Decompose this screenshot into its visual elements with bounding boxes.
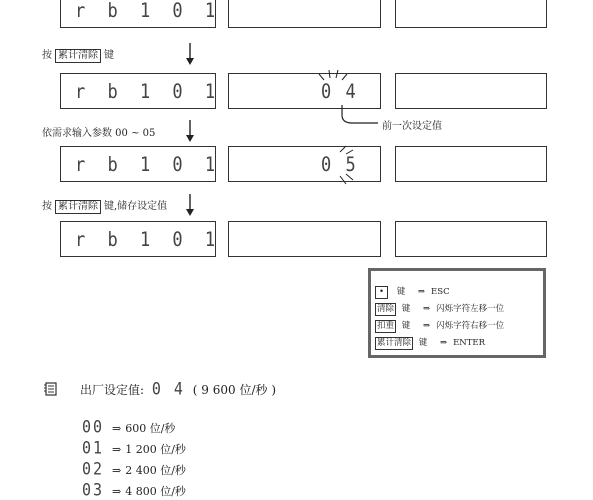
legend-row-esc: • 键 ⇒ ESC [375, 285, 450, 299]
display-box-left [60, 146, 222, 182]
display-box-right [395, 73, 547, 109]
blink-rays-icon [336, 144, 358, 186]
key-legend [368, 268, 546, 358]
display-box-left [60, 221, 222, 257]
dot-key: • [375, 286, 388, 299]
option-item: 01 ⇒ 1 200 位/秒 [82, 438, 186, 458]
option-item: 00 ⇒ 600 位/秒 [82, 417, 176, 437]
display-box-middle [228, 73, 381, 109]
option-item: 03 ⇒ 4 800 位/秒 [82, 480, 186, 500]
display-value: 0 4 [321, 80, 358, 104]
cumulative-clear-key: 累计清除 [377, 338, 412, 348]
display-text: r b 1 0 1 [75, 80, 222, 104]
cumulative-clear-key: 累计清除 [55, 200, 101, 214]
step-1-instruction: 按 累计清除 键 [42, 50, 114, 61]
display-box-left [60, 73, 222, 109]
blink-rays-icon [316, 68, 350, 84]
display-text: r b 1 0 1 [75, 153, 222, 177]
display-text: r b 1 0 1 [75, 0, 222, 23]
option-item: 02 ⇒ 2 400 位/秒 [82, 459, 186, 479]
display-value: 0 5 [321, 153, 358, 177]
legend-row-right: 扣重 键 ⇒ 闪烁字符右移一位 [377, 321, 505, 331]
tare-key: 扣重 [377, 321, 395, 331]
note-book-icon [44, 382, 58, 396]
callout-label: 前一次设定值 [382, 121, 442, 132]
display-box-right [395, 146, 547, 182]
display-box-right [395, 0, 547, 28]
callout-leader [340, 105, 380, 129]
display-box-left [60, 0, 222, 28]
display-text: r b 1 0 1 [75, 228, 222, 252]
down-arrow-icon [186, 43, 194, 65]
step-2-instruction: 依需求输入参数 00 ~ 05 [42, 128, 156, 139]
legend-row-left: 清除 键 ⇒ 闪烁字符左移一位 [377, 304, 505, 314]
factory-default: 出厂设定值: 0 4 ( 9 600 位/秒 ) [80, 379, 277, 399]
cumulative-clear-key: 累计清除 [55, 49, 101, 63]
down-arrow-icon [186, 194, 194, 216]
step-3-instruction: 按 累计清除 键,储存设定值 [42, 201, 168, 212]
display-box-middle [228, 0, 381, 28]
display-box-middle [228, 221, 381, 257]
factory-default-code: 0 4 [151, 379, 185, 399]
display-box-right [395, 221, 547, 257]
clear-key: 清除 [377, 304, 395, 314]
down-arrow-icon [186, 120, 194, 142]
display-box-middle [228, 146, 381, 182]
legend-row-enter: 累计清除 键 ⇒ ENTER [377, 338, 485, 348]
